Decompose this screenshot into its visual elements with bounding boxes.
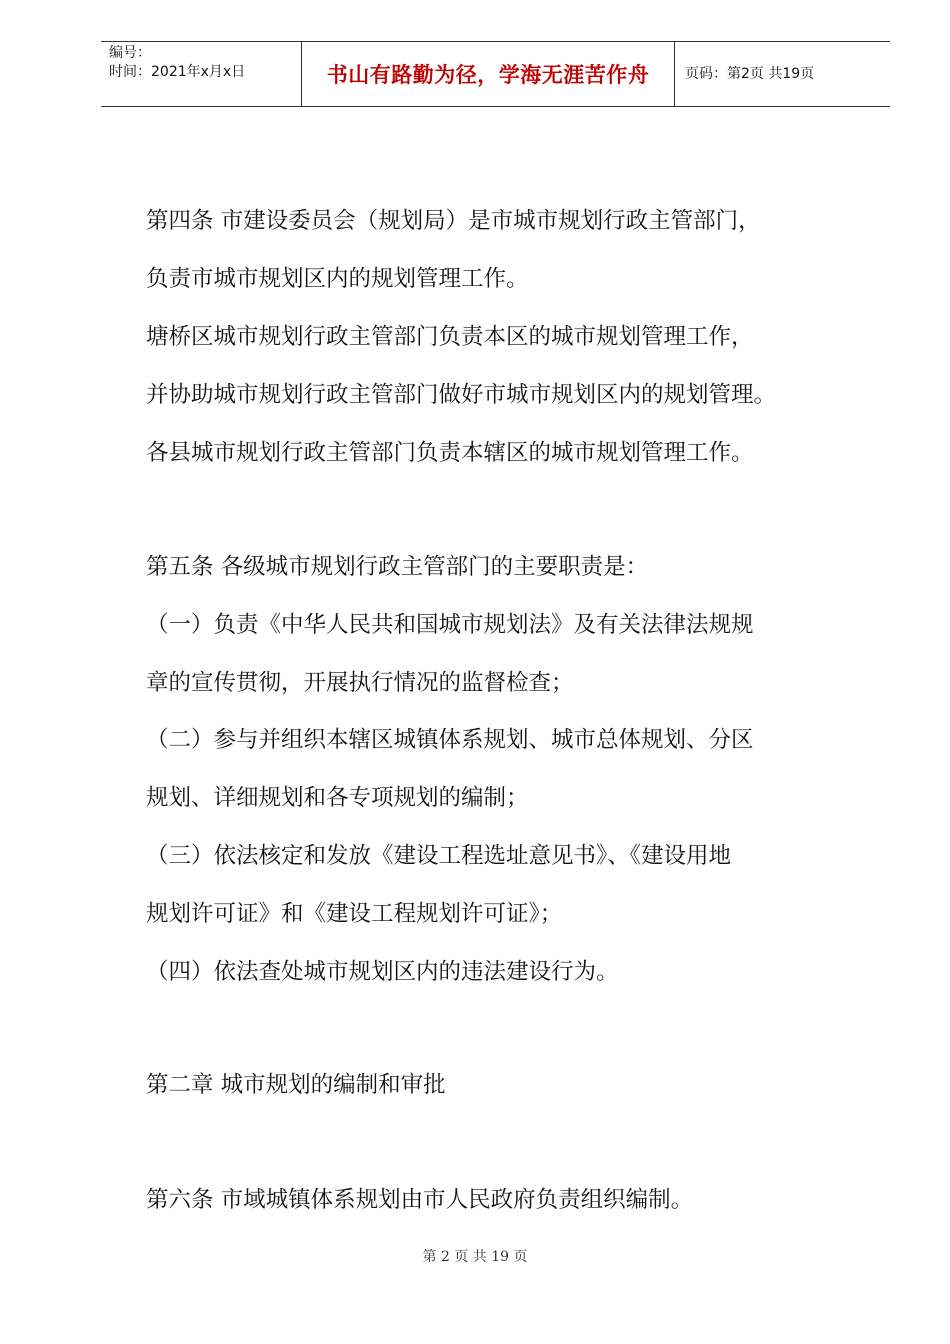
header-page-info: 页码：第2页 共19页 [685, 65, 815, 82]
article-5-item-4: （四）依法查处城市规划区内的违法建设行为。 [146, 959, 619, 985]
article-5-item-3-line-2: 规划许可证》和《建设工程规划许可证》； [146, 901, 563, 927]
article-4-line-3: 塘桥区城市规划行政主管部门负责本区的城市规划管理工作， [146, 324, 754, 350]
article-5-item-1-line-1: （一）负责《中华人民共和国城市规划法》及有关法律法规规 [146, 612, 754, 638]
article-5-item-2-line-2: 规划、详细规划和各专项规划的编制； [146, 785, 529, 811]
article-4-line-4: 并协助城市规划行政主管部门做好市城市规划区内的规划管理。 [146, 382, 777, 408]
article-6-line-1: 第六条 市域城镇体系规划由市人民政府负责组织编制。 [146, 1187, 694, 1213]
article-5-item-1-line-2: 章的宣传贯彻，开展执行情况的监督检查； [146, 670, 574, 696]
page-header [101, 41, 890, 107]
article-5-item-2-line-1: （二）参与并组织本辖区城镇体系规划、城市总体规划、分区 [146, 727, 754, 753]
header-motto-cell [301, 42, 675, 106]
article-4-line-1: 第四条 市建设委员会（规划局）是市城市规划行政主管部门， [146, 208, 761, 234]
chapter-2-heading: 第二章 城市规划的编制和审批 [146, 1072, 446, 1098]
article-4-line-5: 各县城市规划行政主管部门负责本辖区的城市规划管理工作。 [146, 440, 754, 466]
header-motto: 书山有路勤为径，学海无涯苦作舟 [326, 63, 650, 87]
document-date-label: 时间：2021年x月x日 [109, 64, 246, 80]
header-meta-cell [101, 42, 301, 106]
article-5-item-3-line-1: （三）依法核定和发放《建设工程选址意见书》、《建设用地 [146, 843, 732, 869]
article-4-line-2: 负责市城市规划区内的规划管理工作。 [146, 266, 529, 292]
document-number-label: 编号： [109, 45, 151, 61]
article-5-heading: 第五条 各级城市规划行政主管部门的主要职责是： [146, 554, 649, 580]
page-footer: 第 2 页 共 19 页 [422, 1249, 528, 1265]
header-page-cell [675, 42, 890, 106]
